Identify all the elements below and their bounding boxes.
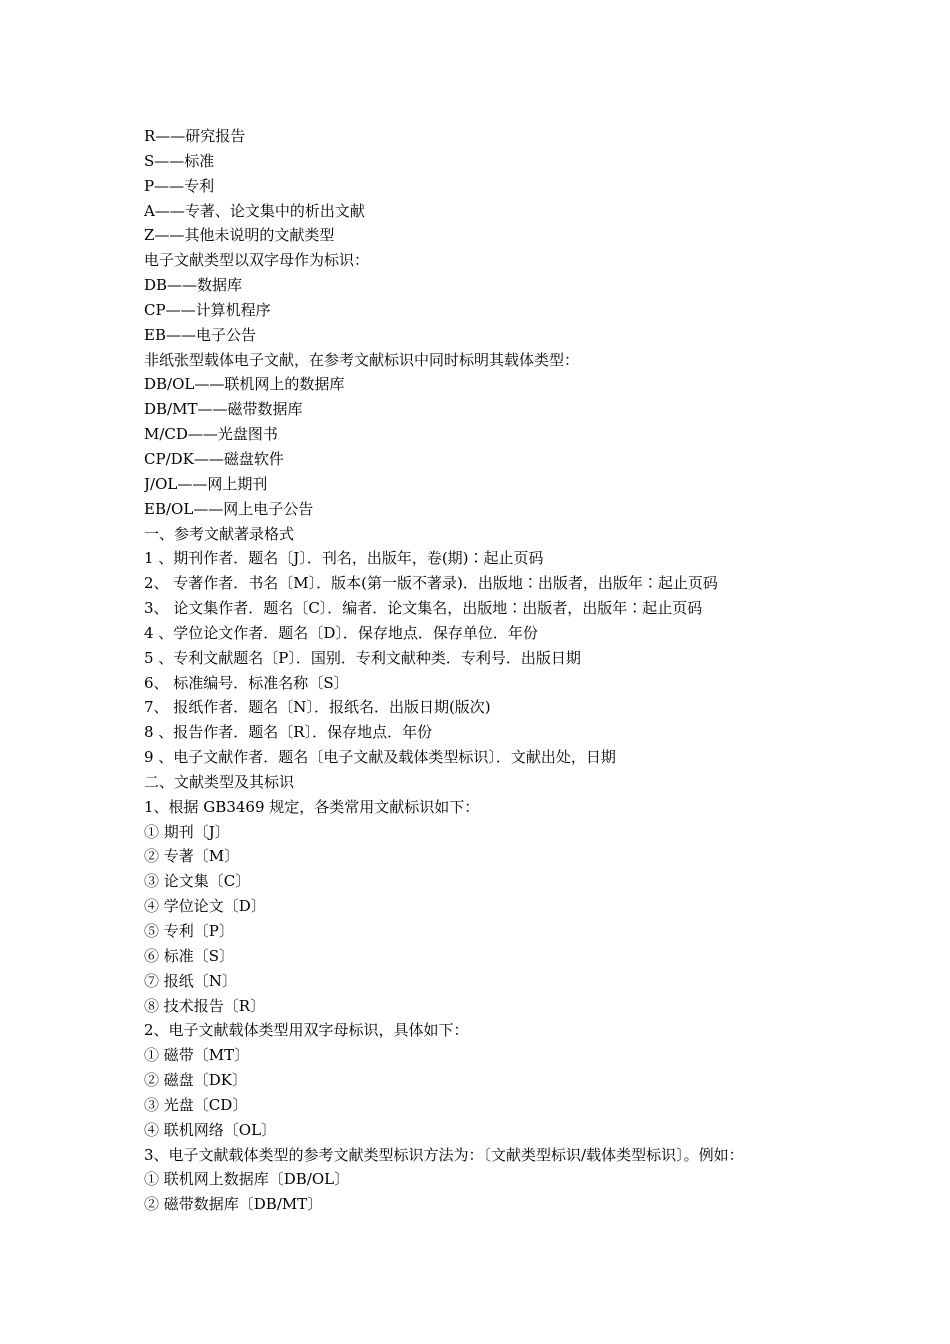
list-item: ② 磁带数据库〔DB/MT〕 [144, 1195, 323, 1214]
text-line: R——研究报告 [144, 127, 246, 145]
text-line: 7、 报纸作者．题名〔N〕．报纸名．出版日期(版次) [144, 698, 491, 717]
list-item: ⑦ 报纸〔N〕 [144, 971, 237, 990]
list-item: ① 期刊〔J〕 [144, 822, 230, 841]
list-item: ⑥ 标准〔S〕 [144, 946, 235, 965]
text-line: 2、电子文献载体类型用双字母标识，具体如下： [144, 1021, 469, 1040]
text-line: J/OL——网上期刊 [144, 474, 268, 493]
text-line: CP/DK——磁盘软件 [144, 449, 284, 468]
list-item: ④ 学位论文〔D〕 [144, 897, 266, 916]
text-line: DB/OL——联机网上的数据库 [144, 375, 345, 394]
text-line: 9 、电子文献作者．题名〔电子文献及载体类型标识〕．文献出处，日期 [144, 748, 616, 767]
list-item: ⑤ 专利〔P〕 [144, 922, 234, 940]
list-item: ⑧ 技术报告〔R〕 [144, 996, 266, 1015]
text-line: 1 、期刊作者．题名〔J〕．刊名，出版年，卷(期)∶起止页码 [144, 549, 544, 568]
section-heading: 一、参考文献著录格式 [144, 524, 295, 543]
text-line: 8 、报告作者．题名〔R〕．保存地点．年份 [144, 723, 433, 742]
text-line: 6、 标准编号．标准名称〔S〕 [144, 673, 349, 692]
text-line: 3、 论文集作者．题名〔C〕．编者．论文集名，出版地∶出版者，出版年∶起止页码 [144, 599, 703, 618]
list-item: ① 磁带〔MT〕 [144, 1046, 250, 1065]
text-line: P——专利 [144, 176, 215, 195]
text-line: M/CD——光盘图书 [144, 425, 278, 444]
text-line: EB——电子公告 [144, 325, 256, 344]
text-line: 1、根据 GB3469 规定，各类常用文献标识如下： [144, 797, 480, 816]
text-line: CP——计算机程序 [144, 300, 271, 319]
list-item: ② 专著〔M〕 [144, 847, 240, 866]
text-line: Z——其他未说明的文献类型 [144, 226, 335, 245]
list-item: ③ 光盘〔CD〕 [144, 1095, 248, 1114]
text-line: 电子文献类型以双字母作为标识： [144, 251, 370, 270]
text-line: A——专著、论文集中的析出文献 [144, 201, 365, 220]
section-heading: 二、文献类型及其标识 [144, 772, 295, 791]
text-line: 3、电子文献载体类型的参考文献类型标识方法为：〔文献类型标识/载体类型标识〕。例如： [144, 1145, 744, 1164]
text-line: DB——数据库 [144, 276, 243, 295]
list-item: ② 磁盘〔DK〕 [144, 1071, 248, 1090]
list-item: ③ 论文集〔C〕 [144, 872, 251, 891]
text-line: 5 、专利文献题名〔P〕．国别．专利文献种类．专利号．出版日期 [144, 648, 581, 667]
text-line: EB/OL——网上电子公告 [144, 499, 314, 518]
text-line: DB/MT——磁带数据库 [144, 400, 303, 419]
text-line: 非纸张型载体电子文献，在参考文献标识中同时标明其载体类型： [144, 350, 580, 369]
document-body [144, 124, 824, 1217]
text-line: 2、 专著作者．书名〔M〕．版本(第一版不著录)．出版地∶出版者，出版年∶起止页码 [144, 574, 718, 593]
text-line: S——标准 [144, 151, 215, 170]
text-line: 4 、学位论文作者．题名〔D〕．保存地点．保存单位．年份 [144, 623, 538, 642]
list-item: ④ 联机网络〔OL〕 [144, 1120, 277, 1139]
list-item: ① 联机网上数据库〔DB/OL〕 [144, 1170, 350, 1189]
